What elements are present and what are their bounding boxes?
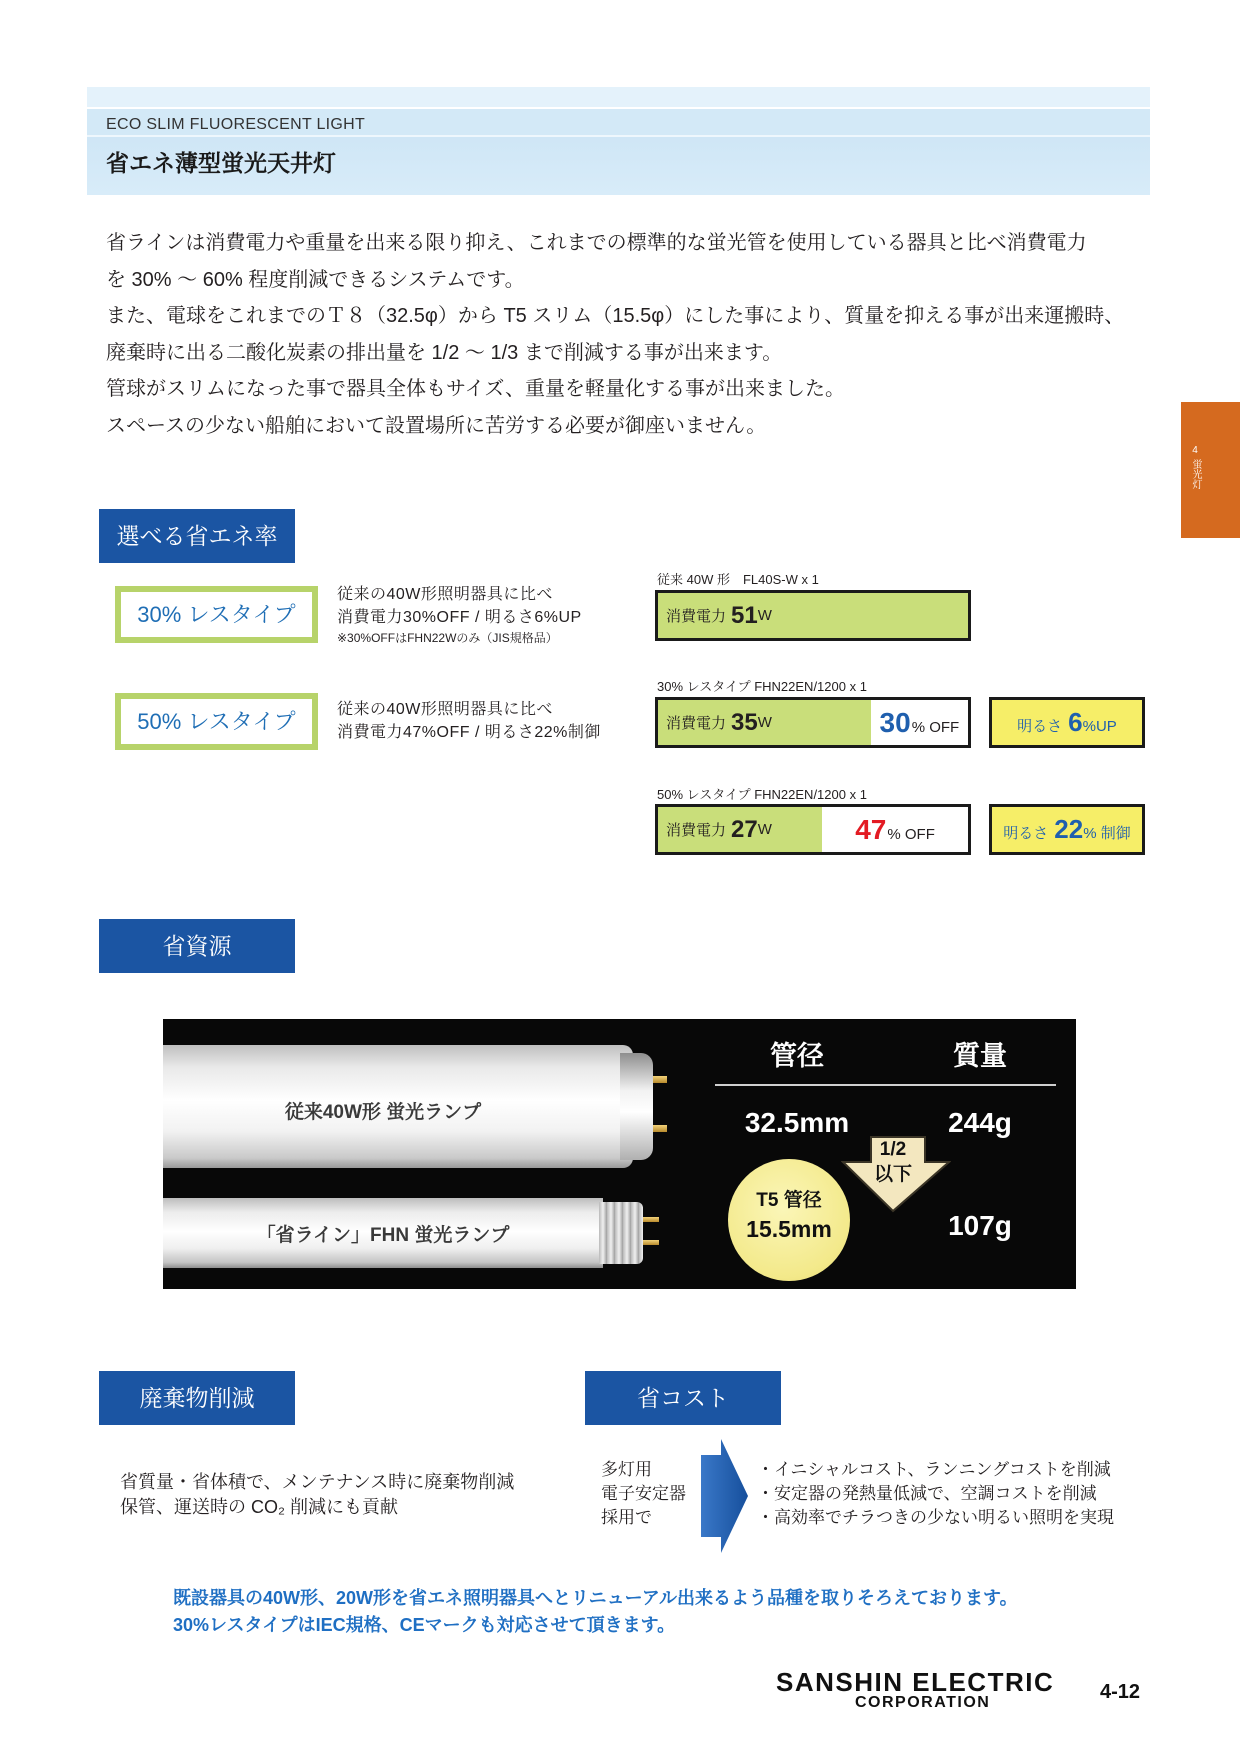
power-reduction (822, 814, 968, 846)
section-heading-resource-saving: 省資源 (99, 919, 295, 973)
power-bar-fill (658, 593, 968, 638)
brightness-label: 明るさ (1003, 825, 1049, 842)
lamp-pin (653, 1076, 667, 1083)
reduction-suffix: % OFF (911, 718, 960, 736)
slim-mass: 107g (948, 1210, 1012, 1241)
type-label-30: 30% レスタイプ (115, 586, 318, 643)
brightness-box-50 (989, 804, 1145, 855)
power-label: 消費電力 (666, 715, 727, 732)
power-bar-conventional (655, 590, 971, 641)
column-header-diameter: 管径 (770, 1041, 824, 1071)
slim-lamp-label: 「省ライン」FHN 蛍光ランプ (256, 1225, 510, 1246)
page-number: 4-12 (1100, 1681, 1141, 1703)
intro-line: 管球がスリムになった事で器具全体もサイズ、重量を軽量化する事が出来ました。 (106, 378, 845, 401)
reduction-ratio-suffix: 以下 (873, 1164, 912, 1185)
chapter-number: 4 (1192, 445, 1198, 456)
cost-benefit-line: ・イニシャルコスト、ランニングコストを削減 (757, 1460, 1111, 1479)
t5-diameter-badge (728, 1159, 850, 1281)
cost-benefit-line: ・安定器の発熱量低減で、空調コストを削減 (757, 1484, 1097, 1503)
power-label: 消費電力 (666, 608, 727, 625)
header-divider (715, 1084, 1056, 1086)
company-logo: SANSHIN ELECTRIC (776, 1667, 1055, 1697)
conventional-lamp-cap (620, 1053, 653, 1160)
waste-line: 保管、運送時の CO₂ 削減にも貢献 (120, 1497, 398, 1517)
power-bar-50 (655, 804, 971, 855)
type-description-30 (337, 583, 582, 647)
bar-caption-50: 50% レスタイプ FHN22EN/1200 x 1 (657, 787, 867, 802)
waste-line: 省質量・省体積で、メンテナンス時に廃棄物削減 (120, 1472, 515, 1492)
power-value: 27 (731, 815, 758, 843)
power-bar-fill (658, 807, 822, 852)
type-description-line: 従来の40W形照明器具に比べ (337, 701, 553, 718)
lamp-pin (653, 1125, 667, 1132)
lamp-comparison-photo (163, 1019, 1076, 1289)
power-bar-fill (658, 700, 871, 745)
brightness-text (1017, 707, 1117, 738)
type-note: ※30%OFFはFHN22Wのみ（JIS規格品） (337, 631, 558, 645)
slim-lamp-cap (599, 1202, 643, 1264)
conventional-lamp-label: 従来40W形 蛍光ランプ (284, 1102, 482, 1123)
brightness-suffix: % 制御 (1083, 825, 1131, 842)
note-line: 既設器具の40W形、20W形を省エネ照明器具へとリニューアル出来るよう品種を取りそろえております。 (173, 1588, 1018, 1608)
badge-title: T5 管径 (756, 1190, 822, 1211)
column-header-mass: 質量 (953, 1041, 1007, 1071)
chapter-label: 蛍光灯 (1190, 459, 1201, 489)
closing-notes (173, 1585, 1018, 1639)
power-unit: W (757, 714, 772, 731)
lamp-pin (643, 1217, 659, 1222)
reduction-value: 30 (879, 706, 911, 738)
conventional-mass: 244g (948, 1107, 1012, 1138)
type-description-line: 従来の40W形照明器具に比べ (337, 586, 553, 603)
power-label: 消費電力 (666, 822, 727, 839)
section-heading-waste-reduction: 廃棄物削減 (99, 1371, 295, 1425)
arrow-right-icon (701, 1439, 748, 1553)
power-value: 35 (731, 708, 758, 736)
power-unit: W (757, 607, 772, 624)
intro-line: スペースの少ない船舶において設置場所に苦労する必要が御座いません。 (106, 414, 767, 437)
intro-paragraph (106, 225, 1124, 445)
brightness-text (1003, 814, 1130, 845)
badge-value: 15.5mm (746, 1216, 832, 1242)
lamp-pin (643, 1240, 659, 1245)
header-subtitle: ECO SLIM FLUORESCENT LIGHT (106, 116, 366, 133)
chapter-tab (1181, 402, 1240, 538)
waste-reduction-text (120, 1470, 514, 1520)
brightness-box-30 (989, 697, 1145, 748)
bar-caption-30: 30% レスタイプ FHN22EN/1200 x 1 (657, 679, 867, 694)
brightness-value: 22 (1054, 814, 1084, 844)
reduction-suffix: % OFF (887, 825, 935, 843)
cost-condition-line: 採用で (601, 1508, 652, 1527)
intro-line: 廃棄時に出る二酸化炭素の排出量を 1/2 ～ 1/3 まで削減する事が出来ます。 (106, 341, 783, 364)
type-label-50: 50% レスタイプ (115, 693, 318, 750)
power-value: 51 (731, 601, 758, 629)
reduction-ratio: 1/2 (879, 1139, 907, 1160)
type-description-50 (337, 698, 601, 744)
power-reduction (871, 707, 968, 739)
type-description-line: 消費電力47%OFF / 明るさ22%制御 (337, 724, 601, 741)
type-description-line: 消費電力30%OFF / 明るさ6%UP (337, 609, 582, 626)
section-heading-energy-rate: 選べる省エネ率 (99, 509, 295, 563)
cost-benefit-line: ・高効率でチラつきの少ない明るい照明を実現 (757, 1508, 1114, 1527)
cost-benefits (757, 1458, 1114, 1530)
power-bar-30 (655, 697, 971, 748)
intro-line: を 30% ～ 60% 程度削減できるシステムです。 (106, 268, 525, 291)
brightness-suffix: %UP (1082, 718, 1117, 735)
cost-condition-line: 電子安定器 (601, 1484, 686, 1503)
section-heading-cost-saving: 省コスト (585, 1371, 781, 1425)
brightness-value: 6 (1068, 707, 1083, 737)
reduction-value: 47 (855, 813, 887, 845)
company-logo-sub: CORPORATION (855, 1694, 991, 1711)
page-title: 省エネ薄型蛍光天井灯 (106, 150, 336, 176)
note-line: 30%レスタイプはIEC規格、CEマークも対応させて頂きます。 (173, 1615, 676, 1635)
bar-caption-conventional: 従来 40W 形 FL40S-W x 1 (657, 572, 819, 587)
intro-line: 省ラインは消費電力や重量を出来る限り抑え、これまでの標準的な蛍光管を使用している器具と比べ消費電力 (106, 232, 1087, 254)
power-unit: W (757, 821, 772, 838)
conventional-diameter: 32.5mm (744, 1107, 850, 1138)
brightness-label: 明るさ (1017, 718, 1063, 735)
cost-condition-line: 多灯用 (601, 1460, 652, 1479)
cost-conditions (601, 1458, 686, 1530)
header-band (87, 87, 1150, 195)
intro-line: また、電球をこれまでのＴ８（32.5φ）から T5 スリム（15.5φ）にした事により、質量を抑える事が出来運搬時、 (106, 305, 1125, 328)
